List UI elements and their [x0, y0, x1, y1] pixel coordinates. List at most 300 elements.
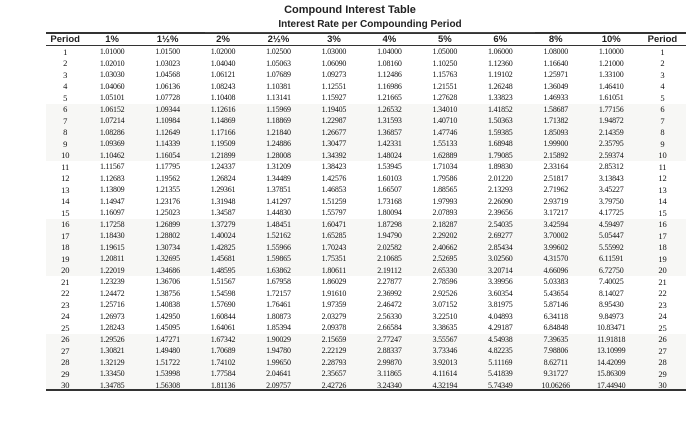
- table-row: [46, 69, 686, 81]
- bottom-rule: [46, 389, 686, 391]
- period-cell: 2: [63, 58, 68, 69]
- factor-cell: 2.29202: [417, 230, 472, 242]
- table-row: [46, 207, 686, 219]
- factor-cell: 1.81136: [195, 380, 250, 392]
- factor-cell: 2.77247: [362, 334, 417, 346]
- column-header: 6%: [473, 33, 528, 46]
- factor-cell: 1.54598: [210, 288, 236, 298]
- period-cell: 4: [660, 81, 665, 92]
- factor-cell: 9.31727: [528, 368, 583, 380]
- factor-cell: 1.99650: [251, 357, 306, 369]
- factor-cell: 1.19102: [487, 70, 513, 80]
- factor-cell: 2.09378: [321, 323, 347, 333]
- factor-cell: 1.16054: [140, 150, 195, 162]
- factor-cell: 2.42726: [306, 380, 361, 392]
- factor-cell: 1.66507: [377, 185, 402, 195]
- period-cell: 21: [658, 276, 667, 287]
- factor-cell: 1.12486: [377, 70, 402, 80]
- factor-cell: 1.22987: [306, 115, 361, 127]
- column-header: 8%: [528, 33, 583, 46]
- factor-cell: 1.29361: [210, 185, 236, 195]
- factor-cell: 1.51722: [140, 357, 195, 369]
- period-cell: 10: [46, 150, 84, 162]
- factor-cell: 1.02000: [210, 47, 236, 57]
- factor-cell: 1.30821: [84, 345, 139, 357]
- period-cell: 13: [658, 184, 667, 195]
- period-cell: 29: [46, 368, 84, 380]
- table-row: [46, 345, 686, 357]
- factor-cell: 1.07728: [155, 93, 180, 103]
- period-cell: 7: [46, 115, 84, 127]
- factor-cell: 2.36992: [377, 288, 402, 298]
- factor-cell: 1.36049: [543, 81, 569, 91]
- factor-cell: 3.22510: [432, 311, 458, 321]
- factor-cell: 1.02500: [266, 47, 291, 57]
- factor-cell: 4.31570: [528, 253, 583, 265]
- factor-cell: 3.07152: [432, 300, 458, 310]
- factor-cell: 1.11567: [99, 162, 125, 172]
- period-cell: 24: [61, 311, 70, 322]
- factor-cell: 1.59865: [251, 253, 306, 265]
- factor-cell: 3.79750: [598, 196, 624, 206]
- factor-cell: 1.31948: [210, 196, 236, 206]
- factor-cell: 1.89830: [487, 162, 513, 172]
- factor-cell: 1.16097: [99, 208, 125, 218]
- factor-cell: 1.06152: [84, 104, 139, 116]
- factor-cell: 5.74349: [473, 380, 528, 392]
- factor-cell: 2.92526: [432, 288, 458, 298]
- period-cell: 18: [639, 242, 686, 254]
- period-cell: 28: [639, 357, 686, 369]
- factor-cell: 1.50363: [473, 115, 528, 127]
- factor-cell: 1.28008: [251, 150, 306, 162]
- period-cell: 4: [63, 81, 68, 92]
- factor-cell: 1.17795: [155, 162, 180, 172]
- factor-cell: 1.05000: [432, 47, 458, 57]
- factor-cell: 14.42099: [583, 357, 638, 369]
- factor-cell: 1.07689: [266, 70, 291, 80]
- factor-cell: 1.33100: [598, 70, 624, 80]
- table-title: Compound Interest Table: [284, 4, 416, 16]
- factor-cell: 1.72157: [266, 288, 291, 298]
- factor-cell: 1.41852: [473, 104, 528, 116]
- period-cell: 17: [46, 230, 84, 242]
- table-row: [46, 104, 686, 116]
- period-cell: 22: [61, 288, 70, 299]
- factor-cell: 1.27628: [432, 93, 458, 103]
- factor-cell: 3.11865: [362, 368, 417, 380]
- factor-cell: 1.85093: [528, 127, 583, 139]
- factor-cell: 1.42950: [155, 311, 180, 321]
- period-cell: 20: [46, 265, 84, 277]
- factor-cell: 1.26824: [210, 173, 236, 183]
- factor-cell: 1.25716: [99, 300, 125, 310]
- period-cell: 5: [63, 92, 68, 103]
- factor-cell: 2.10685: [362, 253, 417, 265]
- table-row: [46, 253, 686, 265]
- factor-cell: 1.08000: [543, 47, 569, 57]
- factor-cell: 1.18869: [251, 115, 306, 127]
- factor-cell: 1.70689: [195, 345, 250, 357]
- factor-cell: 2.51817: [543, 173, 569, 183]
- factor-cell: 1.19509: [195, 138, 250, 150]
- factor-cell: 7.39635: [528, 334, 583, 346]
- factor-cell: 5.55992: [583, 242, 638, 254]
- factor-cell: 1.51567: [210, 277, 236, 287]
- period-cell: 14: [61, 196, 70, 207]
- period-cell: 28: [46, 357, 84, 369]
- factor-cell: 1.42331: [362, 138, 417, 150]
- factor-cell: 1.34489: [266, 173, 291, 183]
- factor-cell: 2.22129: [306, 345, 361, 357]
- period-cell: 23: [658, 299, 667, 310]
- table-row: [46, 58, 686, 70]
- column-header: 1½%: [140, 33, 195, 46]
- table-row: [46, 115, 686, 127]
- factor-cell: 1.24886: [251, 138, 306, 150]
- factor-cell: 1.73168: [377, 196, 402, 206]
- factor-cell: 1.77156: [583, 104, 638, 116]
- factor-cell: 1.58687: [528, 104, 583, 116]
- factor-cell: 1.06090: [321, 58, 347, 68]
- factor-cell: 1.91610: [321, 288, 347, 298]
- factor-cell: 1.10381: [266, 81, 291, 91]
- period-cell: 8: [46, 127, 84, 139]
- factor-cell: 17.44940: [583, 380, 638, 392]
- factor-cell: 1.60844: [210, 311, 236, 321]
- factor-cell: 1.33450: [84, 368, 139, 380]
- factor-cell: 1.06000: [487, 47, 513, 57]
- period-cell: 14: [658, 196, 667, 207]
- factor-cell: 1.53998: [140, 368, 195, 380]
- factor-cell: 1.60103: [377, 173, 402, 183]
- factor-cell: 4.17725: [598, 208, 624, 218]
- factor-cell: 1.17166: [195, 127, 250, 139]
- factor-cell: 1.14947: [99, 196, 125, 206]
- factor-cell: 1.10984: [140, 115, 195, 127]
- period-cell: 25: [658, 322, 667, 333]
- factor-cell: 1.07214: [84, 115, 139, 127]
- period-cell: 22: [658, 288, 667, 299]
- factor-cell: 1.25023: [155, 208, 180, 218]
- factor-cell: 1.61051: [598, 93, 624, 103]
- factor-cell: 1.08243: [210, 81, 236, 91]
- factor-cell: 1.53945: [377, 162, 402, 172]
- factor-cell: 3.60354: [487, 288, 513, 298]
- period-cell: 9: [639, 138, 686, 150]
- factor-cell: 6.34118: [543, 311, 568, 321]
- factor-cell: 1.10408: [210, 93, 236, 103]
- factor-cell: 1.46410: [598, 81, 624, 91]
- column-header: Period: [46, 33, 84, 46]
- factor-cell: 13.10999: [583, 345, 638, 357]
- factor-cell: 1.19405: [306, 104, 361, 116]
- factor-cell: 1.94780: [251, 345, 306, 357]
- factor-cell: 3.81975: [487, 300, 513, 310]
- factor-cell: 1.01000: [99, 47, 125, 57]
- factor-cell: 1.34587: [210, 208, 236, 218]
- factor-cell: 10.06266: [528, 380, 583, 392]
- factor-cell: 1.40710: [417, 115, 472, 127]
- factor-cell: 2.85312: [598, 162, 624, 172]
- factor-cell: 1.15927: [321, 93, 347, 103]
- column-header: 2%: [195, 33, 250, 46]
- factor-cell: 1.15763: [432, 70, 458, 80]
- period-cell: 30: [46, 380, 84, 392]
- factor-cell: 1.80611: [306, 265, 361, 277]
- factor-cell: 4.82235: [473, 345, 528, 357]
- factor-cell: 3.39956: [487, 277, 513, 287]
- factor-cell: 10.83471: [596, 323, 626, 333]
- factor-cell: 2.19112: [362, 265, 417, 277]
- factor-cell: 2.78596: [432, 277, 458, 287]
- factor-cell: 1.68948: [473, 138, 528, 150]
- factor-cell: 1.37279: [195, 219, 250, 231]
- period-cell: 5: [660, 92, 665, 103]
- factor-cell: 2.15892: [528, 150, 583, 162]
- factor-cell: 5.43654: [543, 288, 569, 298]
- period-cell: 7: [639, 115, 686, 127]
- factor-cell: 6.11591: [583, 253, 638, 265]
- factor-cell: 1.30477: [306, 138, 361, 150]
- column-header: Period: [639, 33, 686, 46]
- factor-cell: 3.92013: [417, 357, 472, 369]
- table-row: [46, 276, 686, 288]
- factor-cell: 2.35795: [583, 138, 638, 150]
- factor-cell: 1.47271: [140, 334, 195, 346]
- factor-cell: 1.55133: [417, 138, 472, 150]
- period-cell: 15: [658, 207, 667, 218]
- factor-cell: 6.72750: [583, 265, 638, 277]
- factor-cell: 1.21665: [377, 93, 402, 103]
- factor-cell: 1.21000: [598, 58, 624, 68]
- factor-cell: 1.79586: [432, 173, 458, 183]
- factor-cell: 2.54035: [473, 219, 528, 231]
- factor-cell: 3.70002: [528, 230, 583, 242]
- period-cell: 12: [658, 173, 667, 184]
- factor-cell: 1.86029: [321, 277, 347, 287]
- factor-cell: 2.09757: [251, 380, 306, 392]
- factor-cell: 1.17258: [84, 219, 139, 231]
- factor-cell: 1.88565: [432, 185, 458, 195]
- factor-cell: 1.34785: [84, 380, 139, 392]
- factor-cell: 1.38756: [155, 288, 180, 298]
- factor-cell: 1.80094: [377, 208, 402, 218]
- factor-cell: 1.64061: [210, 323, 236, 333]
- factor-cell: 1.47746: [417, 127, 472, 139]
- period-cell: 20: [639, 265, 686, 277]
- factor-cell: 1.21551: [432, 81, 458, 91]
- period-cell: 1: [660, 46, 665, 57]
- table-row: [46, 230, 686, 242]
- column-header: 3%: [306, 33, 361, 46]
- factor-cell: 1.55797: [321, 208, 347, 218]
- factor-cell: 3.38635: [432, 323, 458, 333]
- factor-cell: 1.31593: [362, 115, 417, 127]
- factor-cell: 1.51259: [321, 196, 347, 206]
- period-cell: 15: [61, 207, 70, 218]
- factor-cell: 2.27877: [377, 277, 402, 287]
- table-row: [46, 92, 686, 104]
- factor-cell: 11.91818: [583, 334, 638, 346]
- factor-cell: 3.13843: [598, 173, 624, 183]
- factor-cell: 2.59374: [583, 150, 638, 162]
- factor-cell: 1.05101: [99, 93, 125, 103]
- period-cell: 26: [46, 334, 84, 346]
- factor-cell: 1.67342: [195, 334, 250, 346]
- factor-cell: 1.28243: [99, 323, 125, 333]
- factor-cell: 1.56308: [140, 380, 195, 392]
- factor-cell: 4.66096: [528, 265, 583, 277]
- factor-cell: 2.52695: [417, 253, 472, 265]
- table-row: [46, 196, 686, 208]
- factor-cell: 2.07893: [432, 208, 458, 218]
- factor-cell: 4.04893: [487, 311, 513, 321]
- factor-cell: 2.99870: [362, 357, 417, 369]
- factor-cell: 3.02560: [473, 253, 528, 265]
- factor-cell: 1.13809: [99, 185, 125, 195]
- factor-cell: 3.17217: [543, 208, 569, 218]
- factor-cell: 5.41839: [473, 368, 528, 380]
- period-cell: 8: [639, 127, 686, 139]
- factor-cell: 1.30734: [140, 242, 195, 254]
- factor-cell: 8.14027: [598, 288, 624, 298]
- factor-cell: 2.35657: [306, 368, 361, 380]
- factor-cell: 4.32194: [417, 380, 472, 392]
- factor-cell: 1.04040: [210, 58, 236, 68]
- factor-cell: 1.10250: [432, 58, 458, 68]
- table-row: [46, 311, 686, 323]
- table-row: [46, 81, 686, 93]
- period-cell: 21: [61, 276, 70, 287]
- factor-cell: 1.40838: [155, 300, 180, 310]
- period-cell: 11: [658, 161, 667, 172]
- factor-cell: 1.65285: [306, 230, 361, 242]
- period-cell: 10: [639, 150, 686, 162]
- factor-cell: 1.99900: [528, 138, 583, 150]
- table-row: [46, 150, 686, 162]
- period-cell: 1: [63, 46, 68, 57]
- factor-cell: 1.46933: [543, 93, 569, 103]
- factor-cell: 1.77584: [195, 368, 250, 380]
- period-cell: 25: [61, 322, 70, 333]
- factor-cell: 1.09273: [321, 70, 347, 80]
- factor-cell: 1.24337: [210, 162, 236, 172]
- factor-cell: 1.08286: [84, 127, 139, 139]
- table-subtitle: Interest Rate per Compounding Period: [278, 19, 462, 30]
- period-cell: 6: [46, 104, 84, 116]
- factor-cell: 1.14869: [195, 115, 250, 127]
- factor-cell: 3.24340: [362, 380, 417, 392]
- factor-cell: 2.04641: [251, 368, 306, 380]
- factor-cell: 8.95430: [598, 300, 624, 310]
- factor-cell: 1.04000: [377, 47, 402, 57]
- factor-cell: 2.46472: [377, 300, 402, 310]
- factor-cell: 1.79085: [473, 150, 528, 162]
- factor-cell: 7.40025: [598, 277, 624, 287]
- factor-cell: 1.16640: [543, 58, 569, 68]
- factor-cell: 1.12360: [487, 58, 513, 68]
- factor-cell: 2.39656: [487, 208, 513, 218]
- factor-cell: 1.59385: [473, 127, 528, 139]
- factor-cell: 1.40024: [195, 230, 250, 242]
- factor-cell: 1.57690: [210, 300, 236, 310]
- factor-cell: 2.03279: [321, 311, 347, 321]
- factor-cell: 7.98806: [528, 345, 583, 357]
- factor-cell: 1.32695: [140, 253, 195, 265]
- period-cell: 27: [639, 345, 686, 357]
- factor-cell: 1.45095: [155, 323, 180, 333]
- factor-cell: 1.44830: [266, 208, 291, 218]
- factor-cell: 4.54938: [473, 334, 528, 346]
- factor-cell: 1.26532: [362, 104, 417, 116]
- period-cell: 26: [639, 334, 686, 346]
- period-cell: 3: [660, 69, 665, 80]
- factor-cell: 1.26248: [487, 81, 513, 91]
- period-cell: 11: [61, 161, 70, 172]
- period-cell: 13: [61, 184, 70, 195]
- table-row: [46, 368, 686, 380]
- factor-cell: 1.24472: [99, 288, 125, 298]
- factor-cell: 1.12683: [99, 173, 125, 183]
- factor-cell: 2.66584: [377, 323, 402, 333]
- factor-cell: 2.85434: [473, 242, 528, 254]
- table-row: [46, 265, 686, 277]
- factor-cell: 1.28802: [140, 230, 195, 242]
- factor-cell: 1.48451: [251, 219, 306, 231]
- factor-cell: 1.52162: [251, 230, 306, 242]
- table-row: [46, 322, 686, 334]
- factor-cell: 1.71034: [432, 162, 458, 172]
- factor-cell: 1.36857: [362, 127, 417, 139]
- factor-cell: 1.42576: [321, 173, 347, 183]
- factor-cell: 2.93719: [543, 196, 569, 206]
- factor-cell: 1.15969: [251, 104, 306, 116]
- period-cell: 27: [46, 345, 84, 357]
- table-row: [46, 334, 686, 346]
- factor-cell: 1.70243: [306, 242, 361, 254]
- table-row: [46, 173, 686, 185]
- factor-cell: 3.45227: [598, 185, 624, 195]
- table-body: [46, 46, 686, 392]
- factor-cell: 8.62711: [528, 357, 583, 369]
- factor-cell: 1.41297: [266, 196, 291, 206]
- factor-cell: 3.42594: [528, 219, 583, 231]
- factor-cell: 2.02582: [362, 242, 417, 254]
- factor-cell: 1.19562: [155, 173, 180, 183]
- period-cell: 30: [639, 380, 686, 392]
- factor-cell: 1.76461: [266, 300, 291, 310]
- table-row: [46, 161, 686, 173]
- factor-cell: 1.26677: [306, 127, 361, 139]
- table-row: [46, 138, 686, 150]
- period-cell: 23: [61, 299, 70, 310]
- factor-cell: 2.69277: [473, 230, 528, 242]
- factor-cell: 2.14359: [583, 127, 638, 139]
- factor-cell: 3.20714: [473, 265, 528, 277]
- factor-cell: 5.03383: [543, 277, 569, 287]
- factor-cell: 1.23239: [99, 277, 125, 287]
- factor-cell: 1.60471: [306, 219, 361, 231]
- factor-cell: 1.18430: [84, 230, 139, 242]
- factor-cell: 1.03030: [99, 70, 125, 80]
- factor-cell: 4.11614: [417, 368, 472, 380]
- factor-cell: 2.88337: [362, 345, 417, 357]
- factor-cell: 1.97359: [321, 300, 347, 310]
- factor-cell: 1.45681: [195, 253, 250, 265]
- factor-cell: 1.04568: [155, 70, 180, 80]
- factor-cell: 1.31209: [266, 162, 291, 172]
